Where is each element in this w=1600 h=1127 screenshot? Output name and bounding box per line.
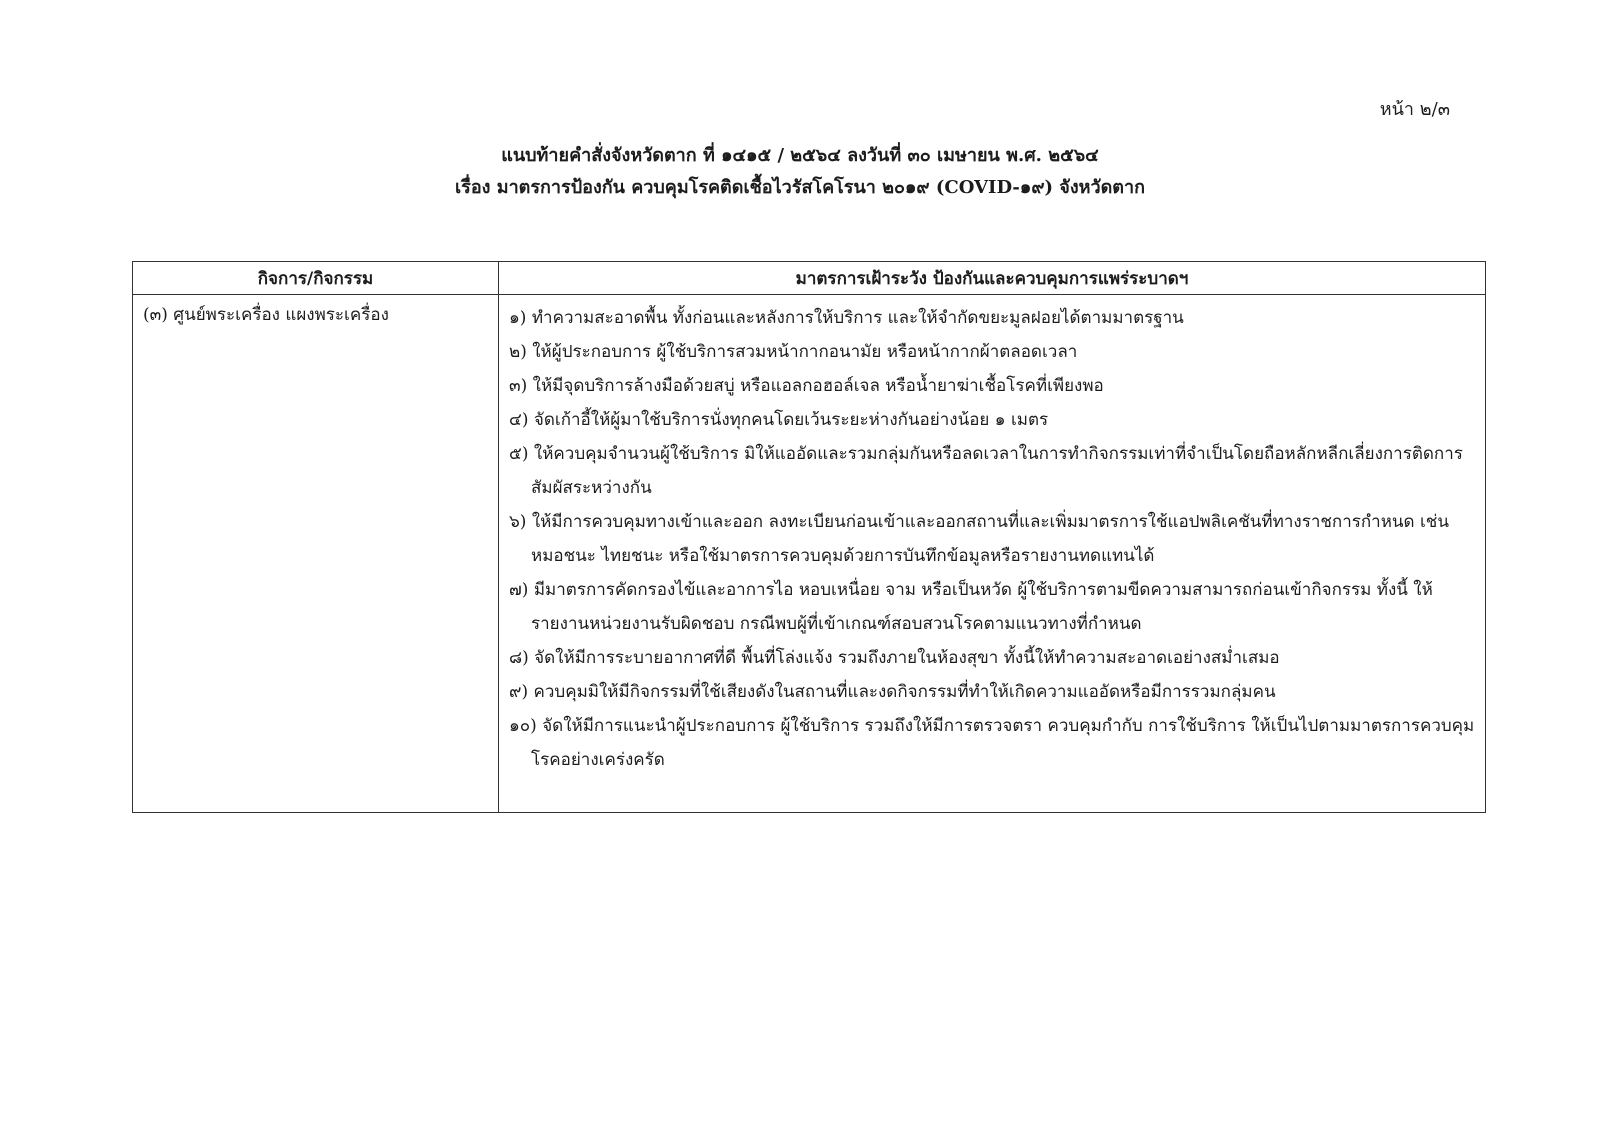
measures-column-header: มาตรการเฝ้าระวัง ป้องกันและควบคุมการแพร่ระบาดฯ [499,262,1486,295]
measure-item-10: ๑๐) จัดให้มีการแนะนำผู้ประกอบการ ผู้ใช้บริการ รวมถึงให้มีการตรวจตรา ควบคุมกำกับ การใช้บริการ ให้เป็นไปตามมาตรการควบคุมโรคอย่างเคร่งครัด [509,716,1475,770]
subject-line: เรื่อง มาตรการป้องกัน ควบคุมโรคติดเชื้อไวรัสโคโรนา ๒๐๑๙ (COVID-๑๙) จังหวัดตาก [455,177,1145,198]
measure-item-5: ๕) ให้ควบคุมจำนวนผู้ใช้บริการ มิให้แออัดและรวมกลุ่มกันหรือลดเวลาในการทำกิจกรรมเท่าที่จำเป็นโดยถือหลักหลีกเลี่ยงการติดการสัมผัสระหว่างกัน [509,444,1463,498]
order-reference-line: แนบท้ายคำสั่งจังหวัดตาก ที่ ๑๔๑๕ / ๒๕๖๔ ลงวันที่ ๓๐ เมษายน พ.ศ. ๒๕๖๔ [501,145,1099,166]
measure-item-8: ๘) จัดให้มีการระบายอากาศที่ดี พื้นที่โล่งแจ้ง รวมถึงภายในห้องสุขา ทั้งนี้ให้ทำความสะอาดเอย่างสม่ำเสมอ [509,648,1280,668]
measure-item-6: ๖) ให้มีการควบคุมทางเข้าและออก ลงทะเบียนก่อนเข้าและออกสถานที่และเพิ่มมาตรการใช้แอปพลิเคชันที่ทางราชการกำหนด เช่น หมอชนะ ไทยชนะ หรือใช้มาตรการควบคุมด้วยการบันทึกข้อมูลหรือรายงานทดแทนได้ [509,512,1449,566]
measures-cell [499,295,1486,813]
measure-list [509,301,1475,777]
document-header [0,140,1600,204]
activity-column-header: กิจการ/กิจกรรม [133,262,499,295]
measure-item-1: ๑) ทำความสะอาดพื้น ทั้งก่อนและหลังการให้บริการ และให้จำกัดขยะมูลฝอยได้ตามมาตรฐาน [509,308,1184,328]
table-header-row [133,262,1486,295]
measure-item-4: ๔) จัดเก้าอี้ให้ผู้มาใช้บริการนั่งทุกคนโดยเว้นระยะห่างกันอย่างน้อย ๑ เมตร [509,410,1049,430]
activity-cell: (๓) ศูนย์พระเครื่อง แผงพระเครื่อง [133,295,499,813]
measure-item-3: ๓) ให้มีจุดบริการล้างมือด้วยสบู่ หรือแอลกอฮอล์เจล หรือน้ำยาฆ่าเชื้อโรคที่เพียงพอ [509,376,1104,396]
measure-item-9: ๙) ควบคุมมิให้มีกิจกรรมที่ใช้เสียงดังในสถานที่และงดกิจกรรมที่ทำให้เกิดความแออัดหรือมีการรวมกลุ่มคน [509,682,1276,702]
table-row [133,295,1486,813]
measures-table [132,261,1486,813]
measure-item-2: ๒) ให้ผู้ประกอบการ ผู้ใช้บริการสวมหน้ากากอนามัย หรือหน้ากากผ้าตลอดเวลา [509,342,1078,362]
page-number: หน้า ๒/๓ [1379,99,1450,120]
measure-item-7: ๗) มีมาตรการคัดกรองไข้และอาการไอ หอบเหนื่อย จาม หรือเป็นหวัด ผู้ใช้บริการตามขีดความสามารถก่อนเข้ากิจกรรม ทั้งนี้ ให้รายงานหน่วยงานรับผิดชอบ กรณีพบผู้ที่เข้าเกณฑ์สอบสวนโรคตามแนวทางที่กำหนด [509,580,1433,634]
